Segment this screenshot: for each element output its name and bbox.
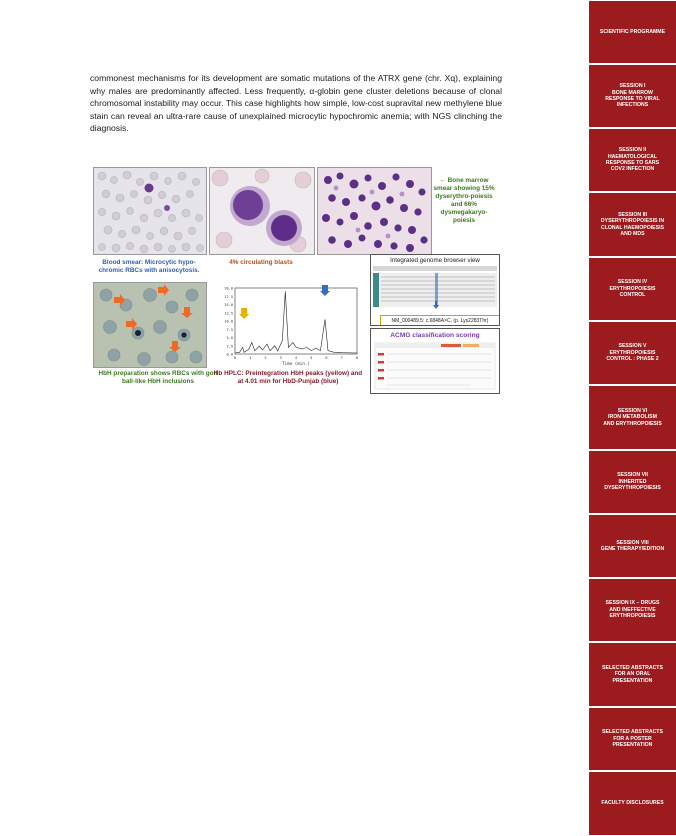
sidebar-nav (589, 0, 676, 836)
plot-frame (235, 288, 357, 354)
blood-smear-cells (94, 168, 206, 254)
sidebar-item-3[interactable]: SESSION II HAEMATOLOGICAL RESPONSE TO SARS COV2 INFECTION (589, 129, 676, 191)
hplc-trace (235, 291, 357, 353)
hplc-chromatogram (215, 282, 363, 370)
x-tick-label: 0 (233, 356, 237, 360)
yellow-peak-arrow (239, 308, 249, 319)
y-tick-label: 7.5 (226, 327, 233, 332)
sidebar-item-11[interactable]: SELECTED ABSTRACTS FOR AN ORAL PRESENTATION (589, 643, 676, 706)
genome-browser-panel (370, 254, 500, 326)
x-tick-label: 8 (355, 356, 359, 360)
genome-track (371, 255, 499, 315)
blast-cells (210, 168, 314, 254)
acmg-title: ACMG classification scoring (390, 332, 480, 339)
bone-marrow-caption: ← Bone marrow smear showing 15% dyserythro-poiesis and 66% dysmegakaryo-poiesis (433, 177, 495, 224)
bone-marrow-image (317, 167, 432, 255)
x-tick-label: 6 (325, 356, 328, 360)
hbh-preparation-image (93, 282, 207, 368)
acmg-panel (370, 328, 500, 394)
x-tick-label: 1 (249, 356, 252, 360)
x-tick-label: 2 (264, 356, 267, 360)
blood-smear-image (93, 167, 207, 255)
marrow-cells (318, 168, 431, 254)
body-paragraph: commonest mechanisms for its development are somatic mutations of the ATRX gene (chr. Xq), explaining why males are predominantly affected. Less frequently, α-globin gene cluster deletions because of clonal chromosomal instability may occur. This case highlights how simple, low-cost supravital new methylene blue stain can reveal an ultra-rare cause of unexplained microcytic hypochromic anemia; with NGS clinching the diagnosis. (90, 73, 502, 134)
hplc-caption: Hb HPLC: Preintegration HbH peaks (yellow) and at 4.01 min for HbD-Punjab (blue) (213, 370, 363, 385)
x-axis-label: Time (min.) (282, 361, 310, 366)
y-tick-label: 20.0 (224, 286, 233, 291)
y-tick-label: 5.0 (226, 336, 233, 340)
y-tick-label: 0.0 (226, 352, 233, 357)
variant-label: NM_000489.5: c.6848A>C, (p. Lys2283Thr) (380, 315, 500, 326)
sidebar-item-13[interactable]: FACULTY DISCLOSURES (589, 772, 676, 835)
sidebar-item-1[interactable]: SCIENTIFIC PROGRAMME (589, 1, 676, 63)
sidebar-item-12[interactable]: SELECTED ABSTRACTS FOR A POSTER PRESENTATION (589, 708, 676, 770)
sidebar-item-10[interactable]: SESSION IX – DRUGS AND INEFFECTIVE ERYTHROPOIESIS (589, 579, 676, 641)
hplc-svg (215, 282, 363, 370)
blasts-caption: 4% circulating blasts (229, 259, 293, 266)
sidebar-item-4[interactable]: SESSION III DYSERYTHROPOIESIS IN CLONAL HAEMOPOIESIS AND MDS (589, 193, 676, 256)
x-tick-label: 5 (310, 356, 313, 360)
y-tick-label: 12.5 (224, 311, 233, 316)
y-tick-label: 17.5 (224, 294, 233, 299)
y-tick-label: 10.0 (224, 319, 233, 324)
sidebar-item-5[interactable]: SESSION IV ERYTHROPOIESIS CONTROL (589, 258, 676, 320)
hbh-cells (94, 283, 206, 367)
sidebar-item-6[interactable]: SESSION V ERYTHROPOIESIS CONTROL : PHASE 2 (589, 322, 676, 384)
x-tick-label: 4 (294, 356, 298, 360)
hbh-caption: HbH preparation shows RBCs with golf ball-like HbH inclusions (98, 370, 218, 385)
sidebar-item-8[interactable]: SESSION VII INHERITED DYSERYTHROPOIESIS (589, 451, 676, 513)
blasts-image (209, 167, 315, 255)
blue-peak-arrow (320, 285, 330, 296)
x-tick-label: 7 (340, 356, 343, 360)
x-tick-label: 3 (279, 356, 282, 360)
sidebar-item-2[interactable]: SESSION I BONE MARROW RESPONSE TO VIRAL INFECTIONS (589, 65, 676, 127)
genome-browser-title: Integrated genome browser view (390, 257, 480, 264)
sidebar-item-7[interactable]: SESSION VI IRON METABOLISM AND ERYTHROPOIESIS (589, 386, 676, 449)
y-tick-label: 2.5 (226, 344, 233, 349)
blood-smear-caption: Blood smear: Microcytic hypo-chromic RBCs with anisocytosis. (98, 259, 200, 274)
y-tick-label: 15.0 (224, 303, 233, 307)
sidebar-item-9[interactable]: SESSION VIII GENE THERAPY/EDITION (589, 515, 676, 577)
